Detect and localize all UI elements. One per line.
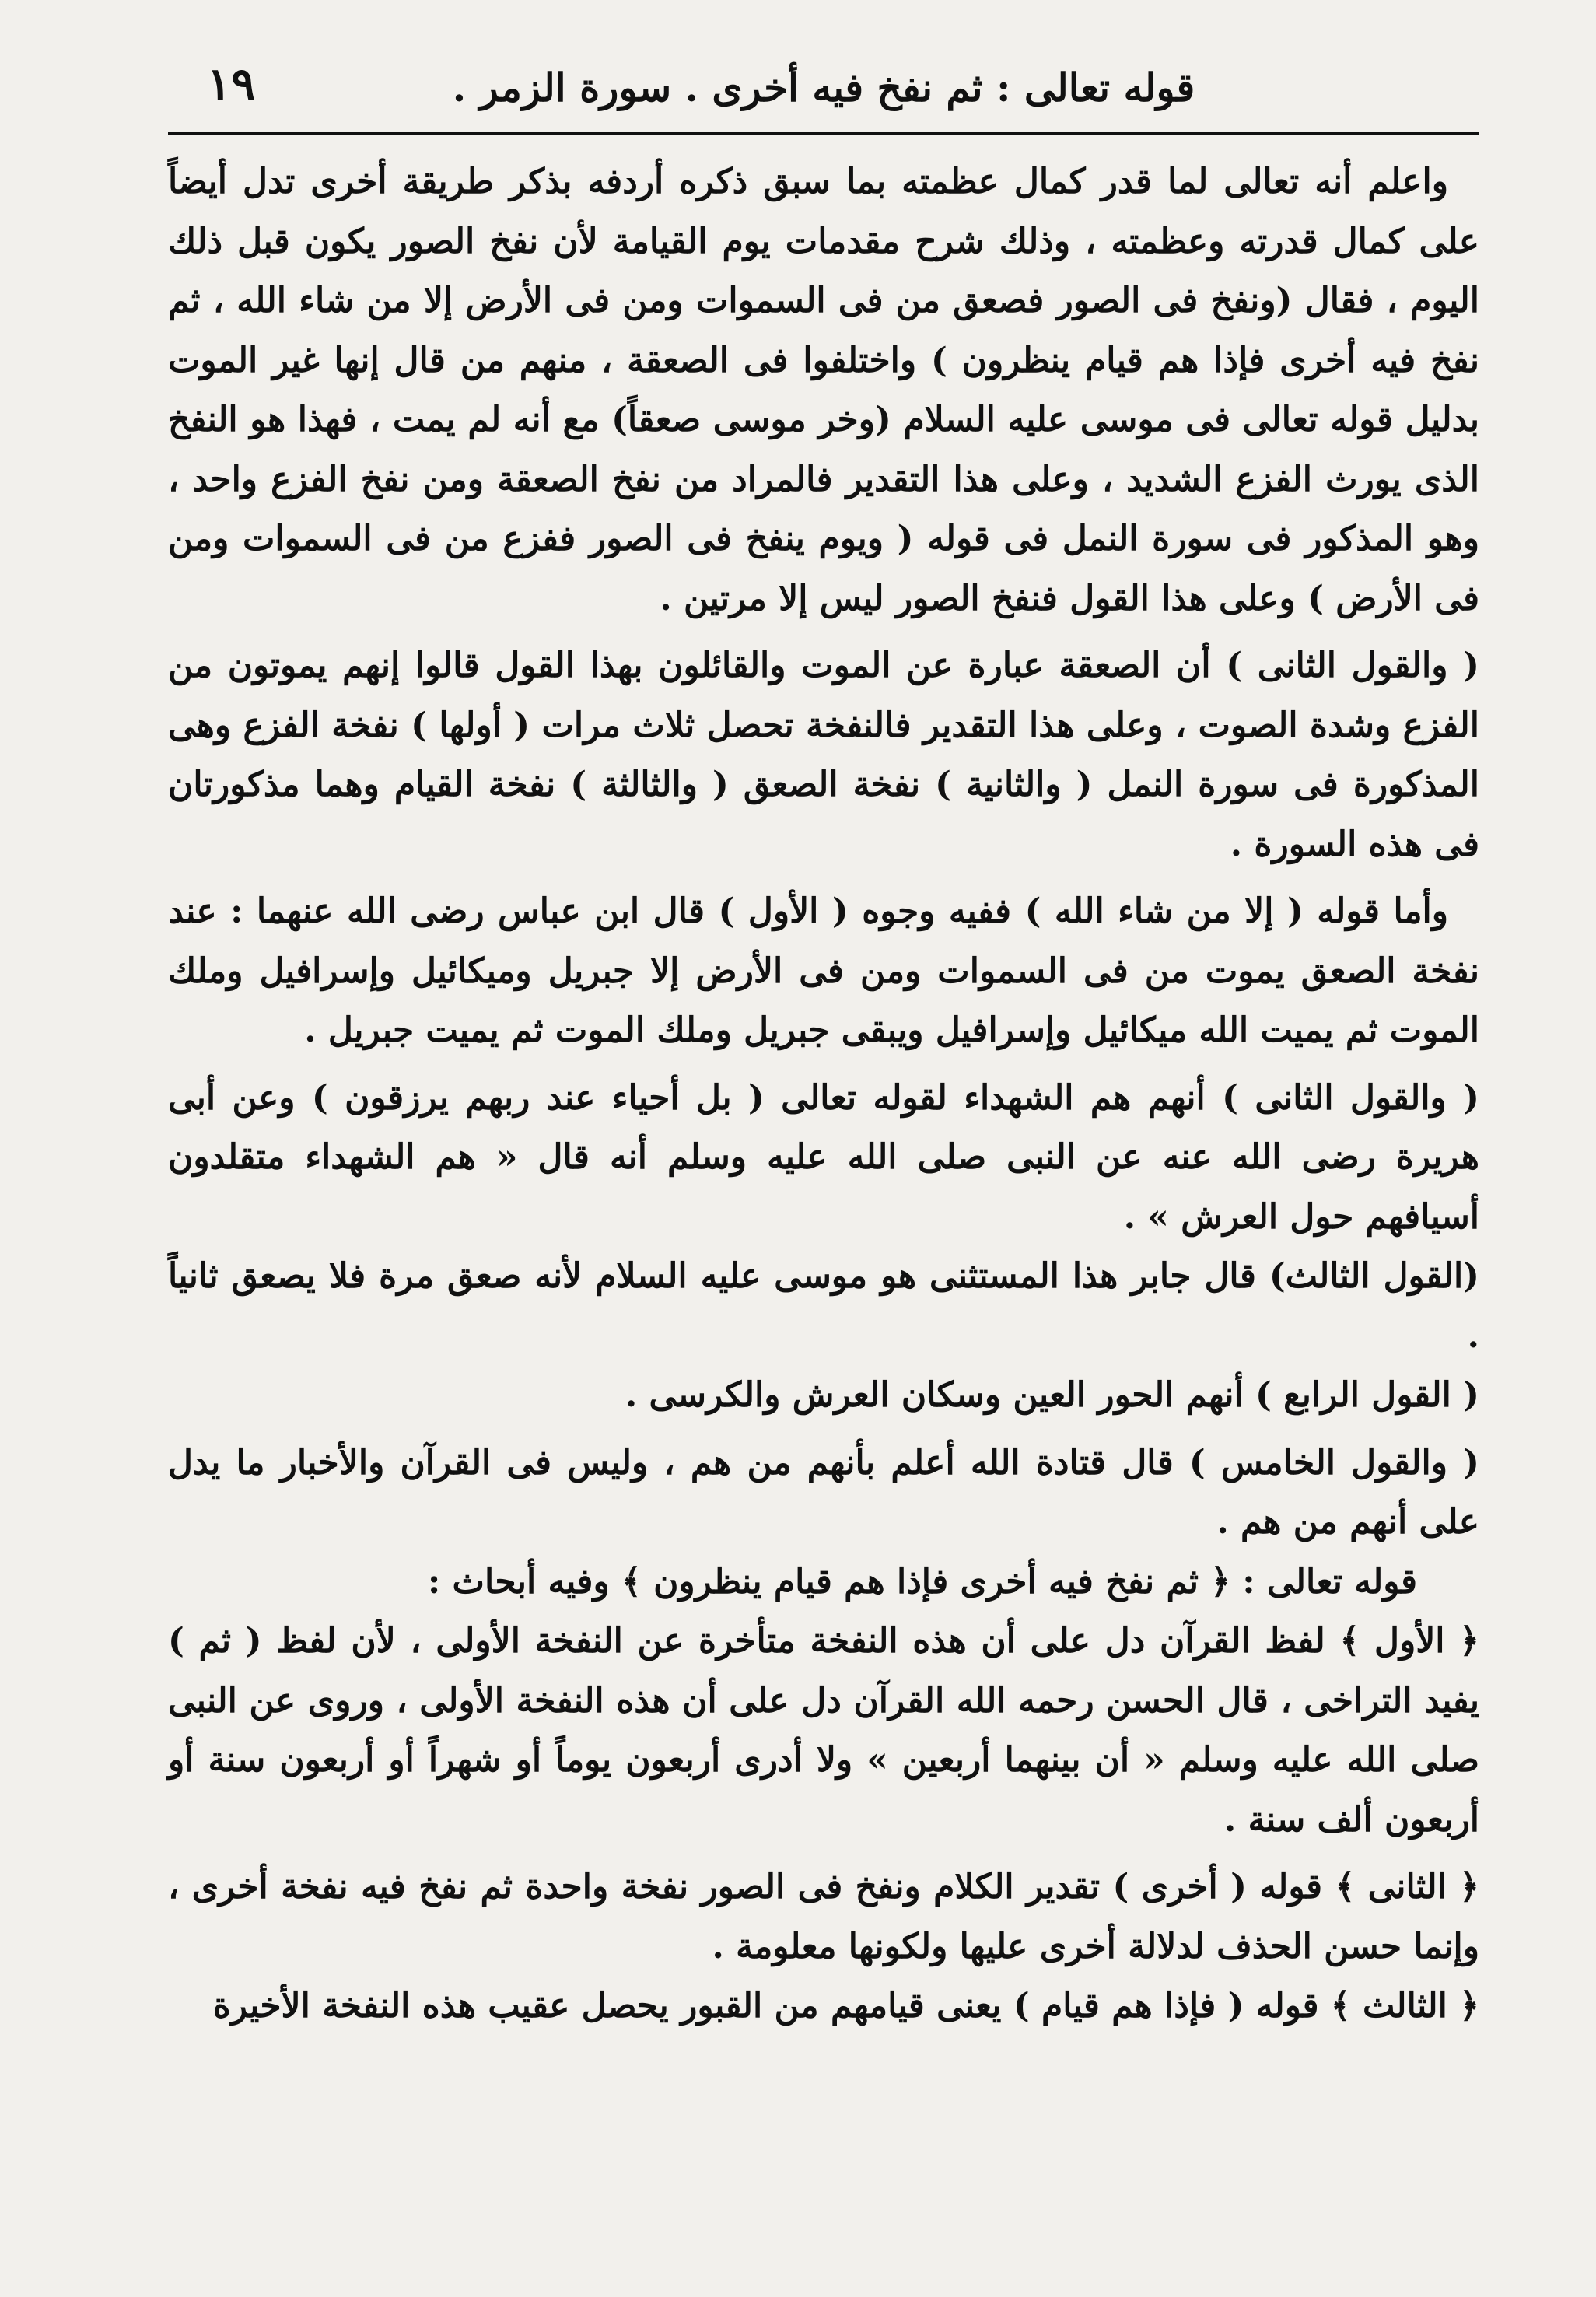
paragraph-third-opinion: (القول الثالث) قال جابر هذا المستثنى هو موسى عليه السلام لأنه صعق مرة فلا يصعق ثانياً . bbox=[168, 1256, 1479, 1356]
header-rule bbox=[168, 132, 1479, 135]
paragraph-verse-heading: قوله تعالى : ﴿ ثم نفخ فيه أخرى فإذا هم قيام ينظرون ﴾ وفيه أبحاث : bbox=[427, 1561, 1417, 1602]
paragraph-martyrs: ( والقول الثانى ) أنهم هم الشهداء لقوله تعالى ( بل أحياء عند ربهم يرزقون ) وعن أبى هريرة رضى الله عنه عن النبى صلى الله عليه وسلم أنه قال « هم الشهداء متقلدون أسيافهم حول العرش » . bbox=[168, 1077, 1479, 1237]
paragraph-third-point: ﴿ الثالث ﴾ قوله ( فإذا هم قيام ) يعنى قيامهم من القبور يحصل عقيب هذه النفخة الأخيرة bbox=[212, 1986, 1479, 2026]
paragraph-exception: وأما قوله ( إلا من شاء الله ) ففيه وجوه ( الأول ) قال ابن عباس رضى الله عنهما : عند نفخة الصعق يموت من فى السموات ومن فى الأرض إلا جبريل وميكائيل وإسرافيل وملك الموت ثم يميت الله ميكائيل وإسرافيل ويبقى جبريل وملك الموت ثم يميت جبريل . bbox=[168, 891, 1479, 1050]
paragraph-intro: واعلم أنه تعالى لما قدر كمال عظمته بما سبق ذكره أردفه بذكر طريقة أخرى تدل أيضاً على كمال قدرته وعظمته ، وذلك شرح مقدمات يوم القيامة لأن نفخ الصور يكون قبل ذلك اليوم ، فقال (ونفخ فى الصور فصعق من فى السموات ومن فى الأرض إلا من شاء الله ، ثم نفخ فيه أخرى فإذا هم قيام ينظرون ) واختلفوا فى الصعقة ، منهم من قال إنها غير الموت بدليل قوله تعالى فى موسى عليه السلام (وخر موسى صعقاً) مع أنه لم يمت ، فهذا هو النفخ الذى يورث الفزع الشديد ، وعلى هذا التقدير فالمراد من نفخ الصعقة ومن نفخ الفزع واحد ، وهو المذكور فى سورة النمل فى قوله ( ويوم ينفخ فى الصور ففزع من فى السموات ومن فى الأرض ) وعلى هذا القول فنفخ الصور ليس إلا مرتين . bbox=[168, 162, 1479, 618]
page-header bbox=[168, 50, 1479, 124]
body-text bbox=[168, 152, 1479, 2036]
running-title: قوله تعالى : ثم نفخ فيه أخرى . سورة الزمر . bbox=[452, 64, 1195, 110]
paragraph-second-opinion: ( والقول الثانى ) أن الصعقة عبارة عن الموت والقائلون بهذا القول قالوا إنهم يموتون من الفزع وشدة الصوت ، وعلى هذا التقدير فالنفخة تحصل ثلاث مرات ( أولها ) نفخة الفزع وهى المذكورة فى سورة النمل ( والثانية ) نفخة الصعق ( والثالثة ) نفخة القيام وهما مذكورتان فى هذه السورة . bbox=[168, 646, 1479, 864]
paragraph-fourth-opinion: ( القول الرابع ) أنهم الحور العين وسكان العرش والكرسى . bbox=[625, 1375, 1479, 1415]
paragraph-fifth-opinion: ( والقول الخامس ) قال قتادة الله أعلم بأنهم من هم ، وليس فى القرآن والأخبار ما يدل على أنهم من هم . bbox=[168, 1442, 1479, 1542]
paragraph-second-point: ﴿ الثانى ﴾ قوله ( أخرى ) تقدير الكلام ونفخ فى الصور نفخة واحدة ثم نفخ فيه نفخة أخرى ، وإنما حسن الحذف لدلالة أخرى عليها ولكونها معلومة . bbox=[168, 1867, 1479, 1966]
page-number: ١٩ bbox=[207, 58, 256, 110]
paragraph-first-point: ﴿ الأول ﴾ لفظ القرآن دل على أن هذه النفخة متأخرة عن النفخة الأولى ، لأن لفظ ( ثم ) يفيد التراخى ، قال الحسن رحمه الله القرآن دل على أن هذه النفخة الأولى ، وروى عن النبى صلى الله عليه وسلم « أن بينهما أربعين » ولا أدرى أربعون يوماً أو شهراً أو أربعون سنة أو أربعون ألف سنة . bbox=[168, 1621, 1479, 1840]
